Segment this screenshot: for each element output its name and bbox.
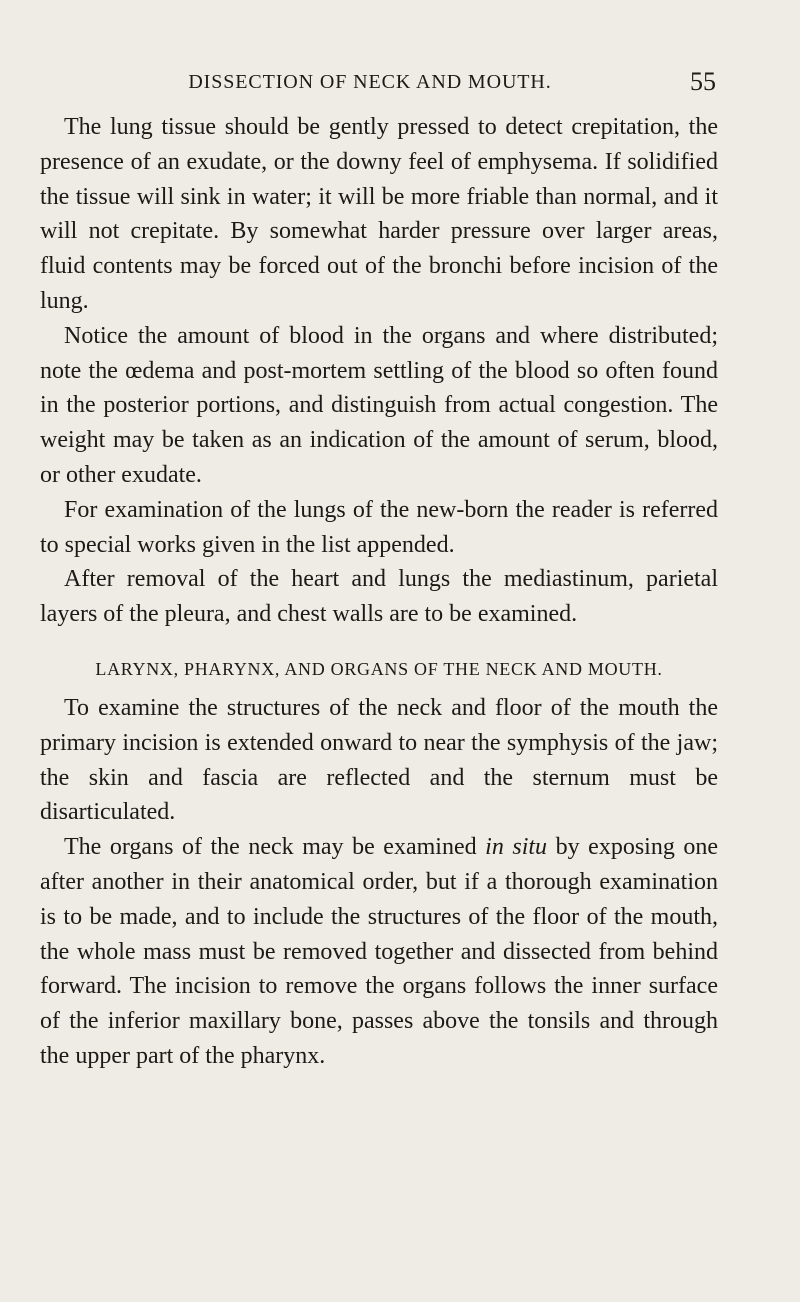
paragraph-blood-distribution: Notice the amount of blood in the organs and where distributed; note the œdema and post-mortem settling of the blood so often found in the posterior portions, and distinguish from actual congestion. The weight may be taken as an indication of the amount of serum, blood, or other exudate. xyxy=(40,322,718,488)
body-text xyxy=(40,110,718,1074)
paragraph-new-born-lungs: For examination of the lungs of the new-born the reader is referred to special works given in the list appended. xyxy=(40,496,718,558)
paragraph-organs-text-start: The organs of the neck may be examined xyxy=(64,834,486,861)
paragraph-organs-of-neck xyxy=(40,830,718,1074)
paragraph-lung-tissue: The lung tissue should be gently pressed to detect crepitation, the presence of an exudate, or the downy feel of emphysema. If solidified the tissue will sink in water; it will be more friable than normal, and it will not crepitate. By somewhat harder pressure over larger areas, fluid contents may be forced out of the bronchi before incision of the lung. xyxy=(40,114,718,314)
section-heading: LARYNX, PHARYNX, AND ORGANS OF THE NECK AND MOUTH. xyxy=(95,658,663,679)
page-header xyxy=(90,66,716,98)
page-number: 55 xyxy=(690,67,716,96)
running-head: DISSECTION OF NECK AND MOUTH. xyxy=(188,71,552,93)
paragraph-neck-incision: To examine the structures of the neck and floor of the mouth the primary incision is extended onward to near the symphysis of the jaw; the skin and fascia are reflected and the sternum must be disarticulated. xyxy=(40,694,718,826)
italic-in-situ: in situ xyxy=(485,834,548,861)
paragraph-organs-text-end: by exposing one after another in their anatomical order, but if a thorough examination is to be made, and to include the structures of the floor of the mouth, the whole mass must be removed together and dissected from behind forward. The incision to remove the organs follows the inner surface of the inferior maxillary bone, passes above the tonsils and through the upper part of the pharynx. xyxy=(40,834,719,1069)
paragraph-mediastinum: After removal of the heart and lungs the mediastinum, parietal layers of the pleura, and chest walls are to be examined. xyxy=(40,566,718,628)
